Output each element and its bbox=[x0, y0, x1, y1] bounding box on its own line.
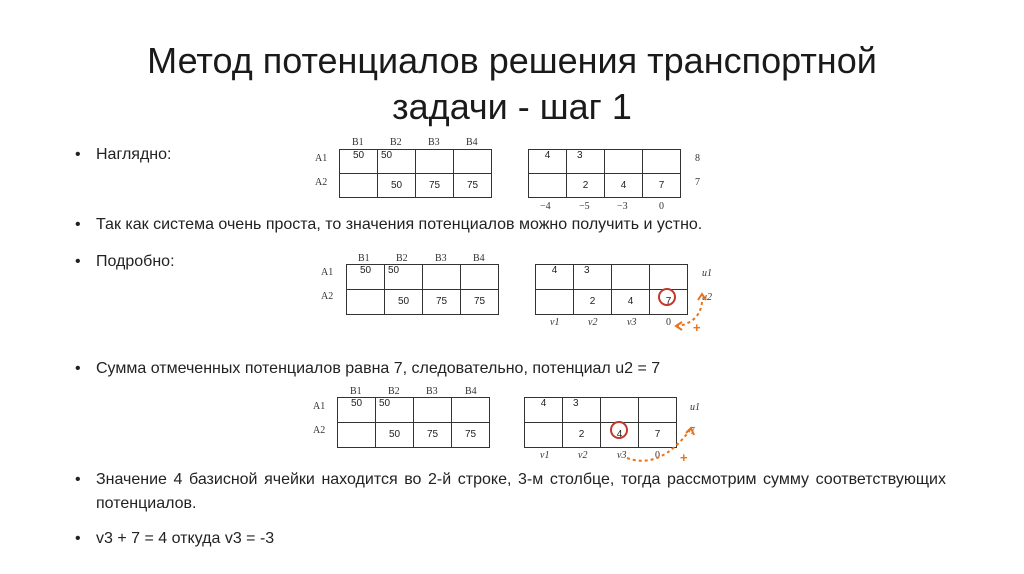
table-cell: 50 bbox=[385, 290, 423, 315]
bullet-text: Наглядно: bbox=[96, 146, 172, 163]
title-line-1: Метод потенциалов решения транспортной bbox=[147, 40, 877, 81]
table-cell: 7 bbox=[639, 423, 677, 448]
table-cell: 50 bbox=[338, 398, 376, 423]
u-potential: 8 bbox=[695, 153, 700, 164]
table-cell: 3 bbox=[567, 150, 605, 174]
table-cell: 75 bbox=[414, 423, 452, 448]
v-potential: v2 bbox=[578, 450, 588, 461]
col-header: B2 bbox=[388, 386, 400, 397]
plus-sign: + bbox=[693, 320, 701, 335]
table-cell: 50 bbox=[378, 150, 416, 174]
col-header: B3 bbox=[428, 137, 440, 148]
bullet-dot: • bbox=[75, 146, 81, 163]
bullet-dot: • bbox=[75, 360, 81, 377]
table-cell: 75 bbox=[461, 290, 499, 315]
u-potential: u1 bbox=[702, 268, 712, 279]
plus-sign: + bbox=[680, 450, 688, 465]
v-potential: 0 bbox=[655, 450, 660, 461]
col-header: B3 bbox=[426, 386, 438, 397]
table-cell: 4 bbox=[536, 265, 574, 290]
v-potential: v1 bbox=[540, 450, 550, 461]
col-header: B1 bbox=[352, 137, 364, 148]
table-cell: 50 bbox=[347, 265, 385, 290]
v-potential: v2 bbox=[588, 317, 598, 328]
col-header: B1 bbox=[350, 386, 362, 397]
bullet-text: Значение 4 базисной ячейки находится во 2-й строке, 3-м столбце, тогда рассмотрим сумму соответствующих потенциалов. bbox=[96, 471, 946, 512]
row-header: A1 bbox=[321, 267, 334, 278]
table-cell: 50 bbox=[385, 265, 423, 290]
col-header: B1 bbox=[358, 253, 370, 264]
table-cell: 2 bbox=[563, 423, 601, 448]
bullet-dot: • bbox=[75, 216, 81, 233]
col-header: B2 bbox=[390, 137, 402, 148]
u-potential: 7 bbox=[695, 177, 700, 188]
v-potential: v3 bbox=[617, 450, 627, 461]
v-potential: v1 bbox=[550, 317, 560, 328]
col-header: B2 bbox=[396, 253, 408, 264]
bullet-dot: • bbox=[75, 530, 81, 547]
col-header: B4 bbox=[466, 137, 478, 148]
table-cell: 50 bbox=[376, 398, 414, 423]
bullet-text: Так как система очень проста, то значения потенциалов можно получить и устно. bbox=[96, 216, 703, 233]
highlight-circle bbox=[611, 422, 627, 438]
table-cell: 75 bbox=[423, 290, 461, 315]
row-header: A2 bbox=[313, 425, 326, 436]
col-header: B4 bbox=[473, 253, 485, 264]
table-cell: 4 bbox=[605, 174, 643, 198]
table-cell: 50 bbox=[376, 423, 414, 448]
table-cell: 50 bbox=[378, 174, 416, 198]
u-potential: u2 bbox=[702, 292, 712, 303]
table-cell: 4 bbox=[612, 290, 650, 315]
table-cell-highlighted: 7 bbox=[650, 290, 688, 315]
table-cell: 2 bbox=[574, 290, 612, 315]
table-cell: 4 bbox=[529, 150, 567, 174]
table-cell-highlighted: 4 bbox=[601, 423, 639, 448]
col-header: B3 bbox=[435, 253, 447, 264]
bullet-dot: • bbox=[75, 253, 81, 270]
row-header: A2 bbox=[321, 291, 334, 302]
table-cell: 50 bbox=[340, 150, 378, 174]
table-cell: 4 bbox=[525, 398, 563, 423]
v-potential: v3 bbox=[627, 317, 637, 328]
v-potential: −5 bbox=[579, 201, 590, 212]
table-cell: 3 bbox=[574, 265, 612, 290]
v-potential: −4 bbox=[540, 201, 551, 212]
bullet-text: v3 + 7 = 4 откуда v3 = -3 bbox=[96, 530, 275, 547]
table-cell: 2 bbox=[567, 174, 605, 198]
table-cell: 75 bbox=[416, 174, 454, 198]
u-potential: 7 bbox=[690, 426, 695, 437]
v-potential: −3 bbox=[617, 201, 628, 212]
table-cell: 75 bbox=[454, 174, 492, 198]
table-cell: 7 bbox=[643, 174, 681, 198]
bullet-text: Сумма отмеченных потенциалов равна 7, следовательно, потенциал u2 = 7 bbox=[96, 360, 661, 377]
u-potential: u1 bbox=[690, 402, 700, 413]
row-header: A1 bbox=[315, 153, 328, 164]
row-header: A1 bbox=[313, 401, 326, 412]
table-cell: 75 bbox=[452, 423, 490, 448]
table-cell: 3 bbox=[563, 398, 601, 423]
bullet-dot: • bbox=[75, 471, 81, 488]
bullet-text: Подробно: bbox=[96, 253, 175, 270]
title-line-2: задачи - шаг 1 bbox=[392, 86, 632, 127]
v-potential: 0 bbox=[659, 201, 664, 212]
row-header: A2 bbox=[315, 177, 328, 188]
dotted-arrow bbox=[627, 430, 690, 461]
v-potential: 0 bbox=[666, 317, 671, 328]
col-header: B4 bbox=[465, 386, 477, 397]
